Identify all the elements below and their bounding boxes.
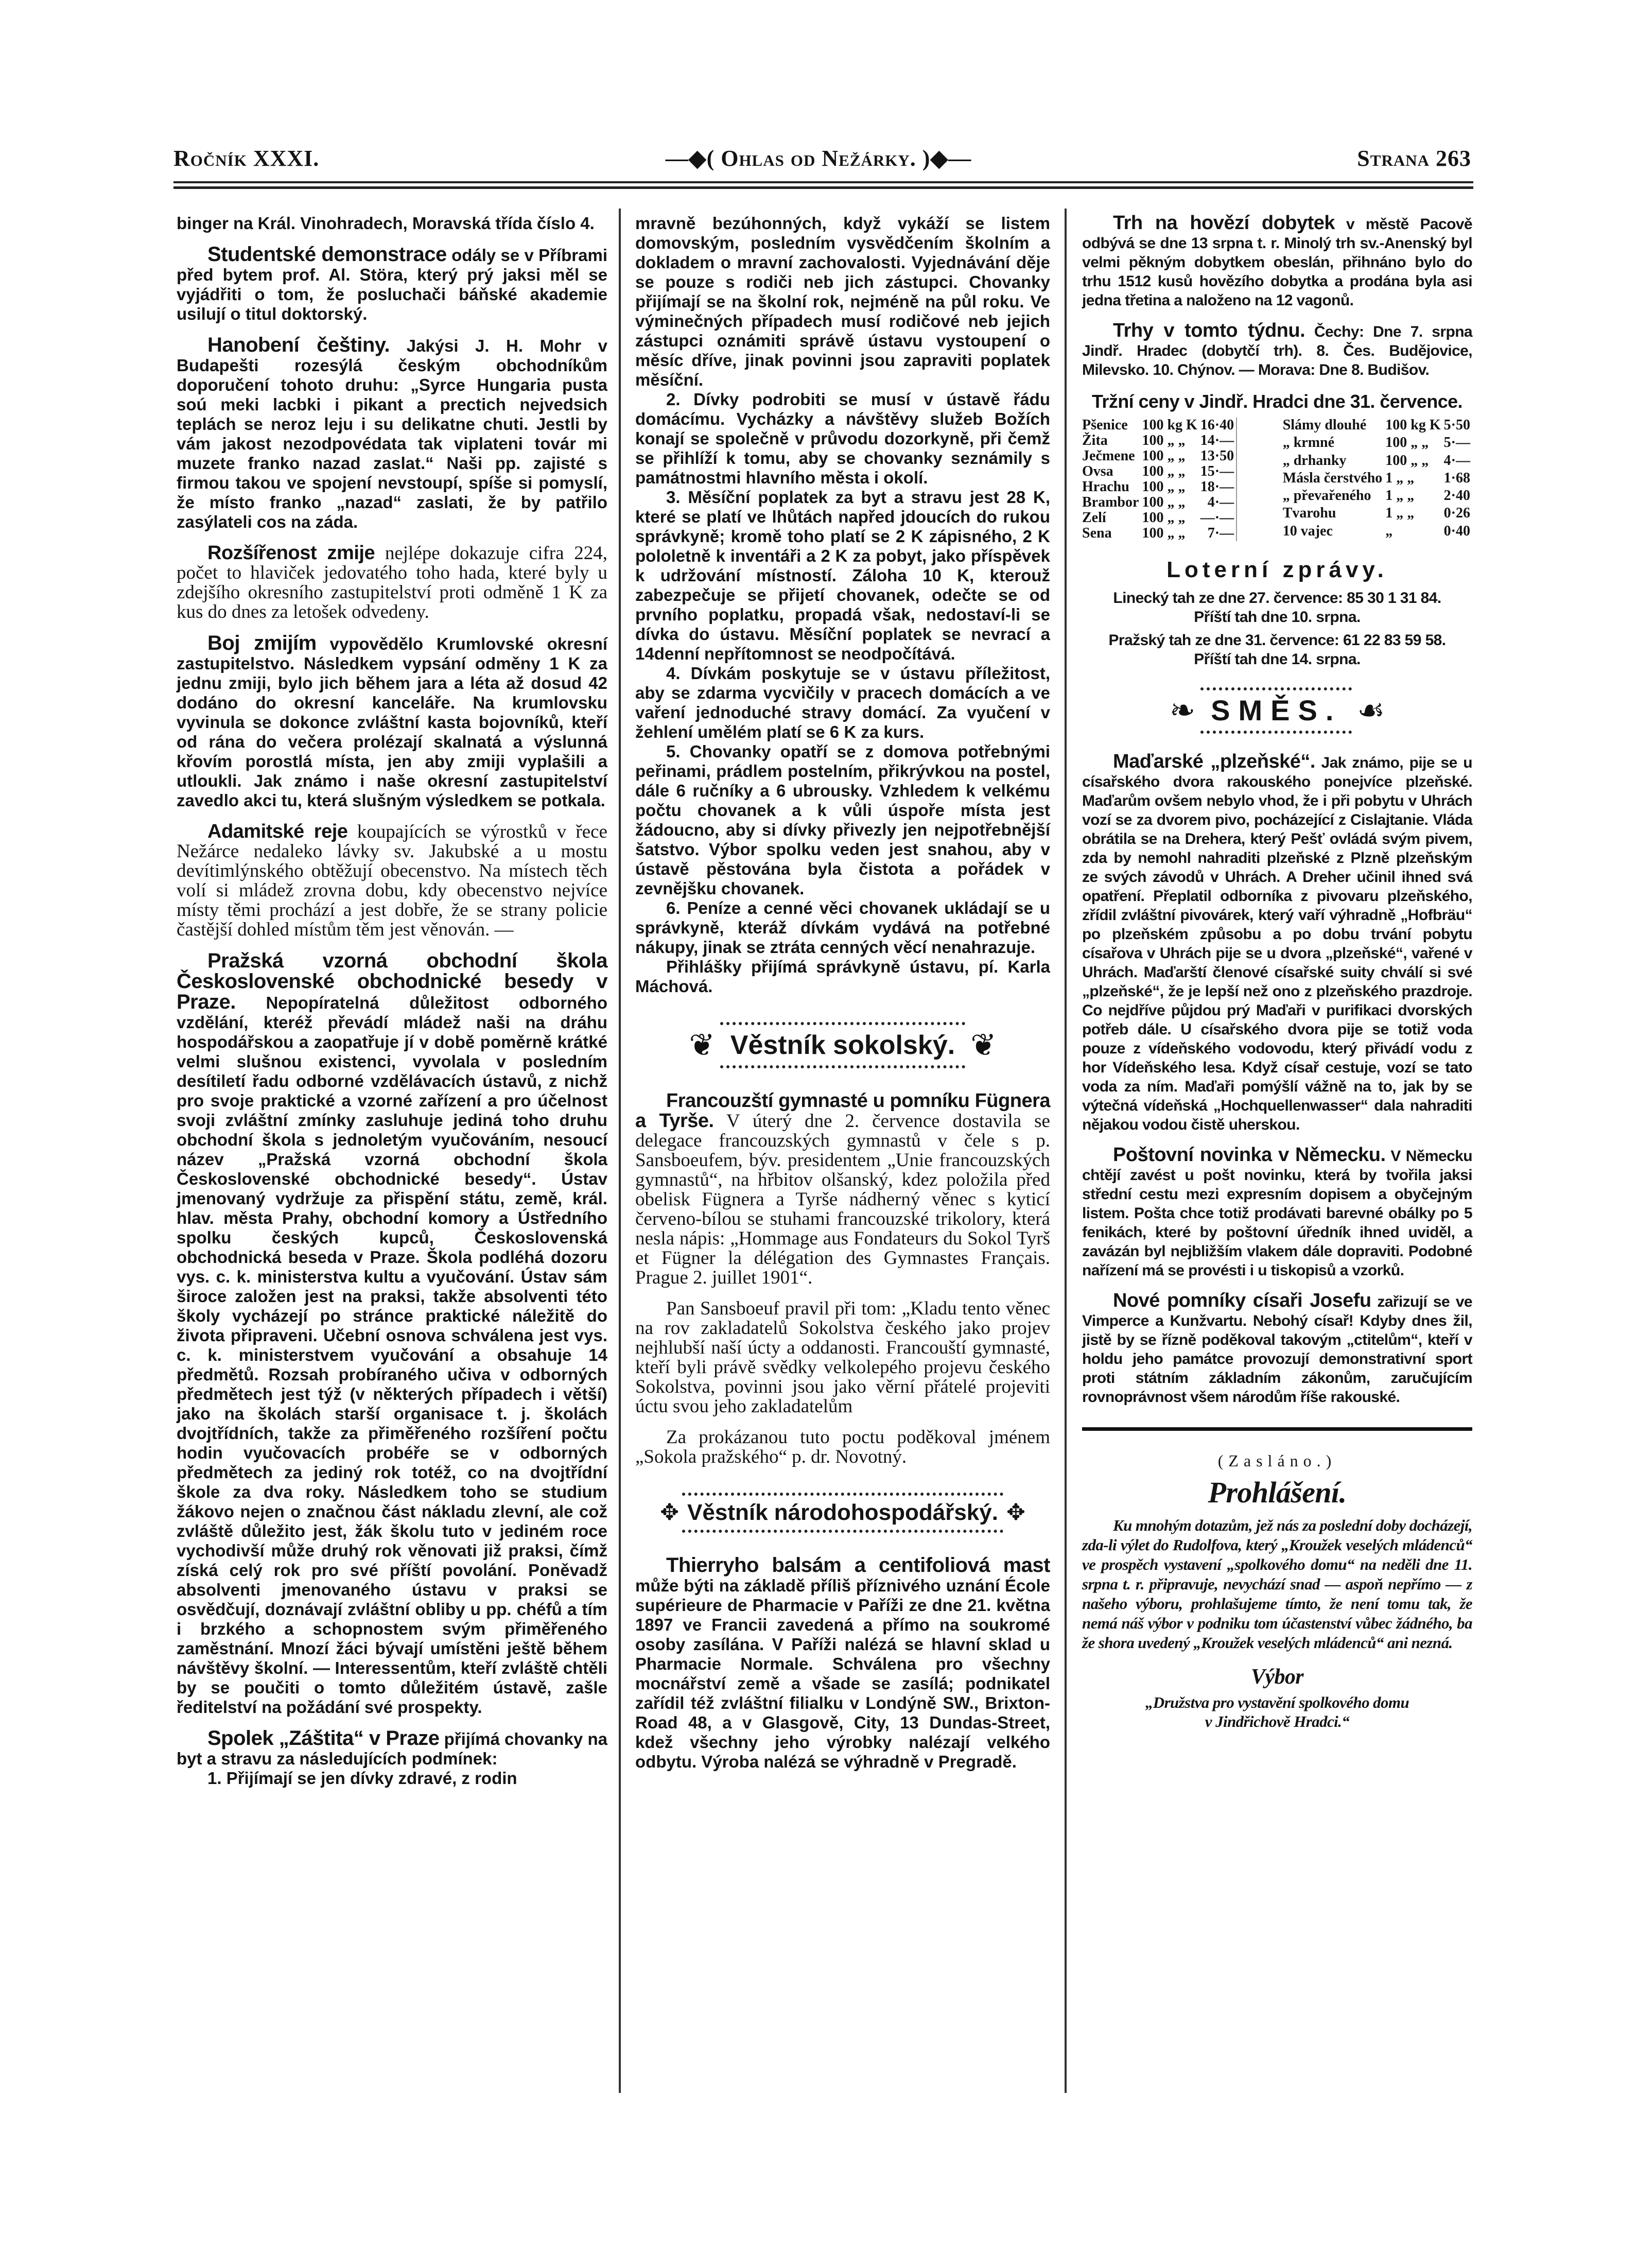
article-cattle-market	[1082, 214, 1472, 310]
price-item: Žita	[1082, 432, 1108, 448]
article-viper-fight	[177, 633, 607, 810]
price-item: „ drhanky	[1282, 452, 1347, 469]
declaration-body: ve prospěch vystavení „spolkového domu“ na neděli dne 11. srpna t. r. připravuje, nevychází snad — aspoň nepřímo — z našeho výboru, prohlašujeme tímto, že není tomu tak, že nemá náš výbor v podniku tom účastenství vůbec žádného, ba že shora uvedený „Kroužek veselých mládenců“ ani nezná.	[1082, 1555, 1472, 1652]
declaration-body: Ku mnohým dotazům, jež nás za poslední doby docházejí, zda-li výlet do Rudolfova, který	[1082, 1516, 1472, 1554]
article-body: Jakýsi J. H. Mohr v Budapešti rozesýlá českým obchodníkům doporučení tohoto druhu: „Syrce Hungaria pusta soú meki lacbki i pikant a prectich nejvedsich teplách se neroz leju i su delikatne chuti. Jestli by vám jakost nezodpovédata tak viplateni továr mi muzete franko nazad zaslat.“ Naši pp. zajisté s firmou takou ve spojení nevstoupí, spíše si pomyslí, že místo franko „nazad“ zaslati, že by patřilo zasýlateli cos na záda.	[177, 336, 607, 531]
zastita-applications: Přihlášky přijímá správkyně ústavu, pí. Karla Máchová.	[635, 957, 1050, 996]
price-value: 15·—	[1200, 463, 1234, 479]
article-sansboeuf-speech: Pan Sansboeuf pravil při tom: „Kladu tento věnec na rov zakladatelů Sokolstva českého jako projev nejhlubší naší úcty a oddanosti. Francouští gymnasté, kteří byli právě svědky velkolepého projevu českého Sokolstva, povinni jsou jako věrní přátelé projeviti úctu svou jeho zakladatelům	[635, 1298, 1050, 1417]
price-row	[1082, 433, 1237, 448]
lottery-linz: Linecký tah ze dne 27. července: 85 30 1 31 84.	[1113, 590, 1441, 607]
price-item: Tvarohu	[1282, 505, 1336, 522]
article-headline: Studentské demonstrace	[207, 243, 447, 266]
price-row	[1082, 479, 1237, 495]
price-value: 0·26	[1443, 505, 1470, 522]
article-thanks: Za prokázanou tuto poctu poděkoval jménem „Sokola pražského“ p. dr. Novotný.	[635, 1427, 1050, 1467]
article-hungarian-pilsner	[1082, 752, 1472, 1134]
ornament-icon: ✥	[1006, 1500, 1025, 1525]
price-row	[1278, 418, 1472, 435]
price-row	[1082, 526, 1237, 541]
price-value: 14·—	[1200, 432, 1234, 448]
article-body: binger na Král. Vinohradech, Moravská třída číslo 4.	[177, 214, 595, 233]
ornament-icon: ✥	[660, 1500, 680, 1525]
price-unit: 100 kg K	[1142, 417, 1197, 433]
price-value: 0·40	[1443, 523, 1470, 539]
article-headline: Nové pomníky císaři Josefu	[1113, 1290, 1371, 1311]
declaration-org-line-2: v Jindřichově Hradci.“	[1205, 1712, 1350, 1730]
price-value: 1·68	[1443, 470, 1470, 486]
price-item: Slámy dlouhé	[1282, 417, 1367, 433]
article-body: nejlépe dokazuje cifra 224, počet to hlaviček jedovatého toho hada, které byly u zdejšího okresního zastupitelství proti odměně 1 K za kus do dnes za letošek odvedeny.	[177, 543, 608, 622]
price-item: Másla čerstvého	[1282, 470, 1383, 486]
article-headline: Trhy v tomto týdnu.	[1113, 320, 1305, 341]
ornament-icon: ❦	[970, 1028, 997, 1062]
article-thierry-balsam	[635, 1555, 1050, 1772]
header-rule-bottom	[173, 186, 1473, 189]
section-banner-sokol	[635, 1022, 1050, 1068]
declaration-emphasis: „Kroužek veselých mládenců“	[1281, 1536, 1473, 1554]
section-banner-miscellany	[1082, 687, 1472, 734]
price-row	[1082, 418, 1237, 433]
price-value: 2·40	[1443, 488, 1470, 504]
section-title: SMĚS.	[1200, 687, 1352, 734]
price-unit: 100 „ „	[1142, 479, 1186, 495]
lottery-linz-next: Příští tah dne 10. srpna.	[1194, 609, 1361, 626]
article-body: 1. Přijímají se jen dívky zdravé, z rodin	[207, 1769, 517, 1788]
price-row	[1278, 453, 1472, 471]
article-headline: Boj zmijím	[207, 632, 317, 654]
price-unit: 1 „ „	[1385, 488, 1415, 504]
price-value: 16·40	[1200, 417, 1234, 433]
price-item: Ječmene	[1082, 448, 1135, 464]
price-unit: 1 „ „	[1385, 505, 1415, 522]
lottery-prague-next: Příští tah dne 14. srpna.	[1194, 651, 1361, 668]
article-headline: Thierryho balsám a centifoliová mast	[666, 1554, 1050, 1577]
price-value: —·—	[1200, 510, 1234, 526]
declaration-org-line-1: „Družstva pro vystavění spolkového domu	[1145, 1693, 1409, 1711]
article-body: Nepopíratelná důležitost odborného vzdělání, kteréž převádí mládež naši na dráhu hospodářskou a zaopatřuje jí v době poměrně krátké velmi slušnou existenci, vyvolala v posledním desítiletí řadu odborné vzdělávacích ústavů, z nichž pro svoje praktické a vzorné zařízení a pro účelnost svoji zvláštní zmínky zasluhuje jediná toho druhu obchodní škola s jednoletým vyučováním, nesoucí název „Pražská vzorná obchodní škola Československé obchodnické besedy“. Ústav jmenovaný vydržuje za přispění státu, země, král. hlav. města Prahy, obchodní komory a Ústředního spolku českých kupců, Československá obchodnická beseda v Praze. Škola podléhá dozoru vys. c. k. ministerstva kultu a vyučování. Ústav sám široce založen jest na praksi, takže absolventi této školy vycházejí po stránce praktické náležitě do života připraveni. Učební osnova schválena jest vys. c. k. ministerstvem vyučování a obsahuje 14 předmětů. Rozsah probíraného učiva v odborných předmětech jest týž (v některých případech i větší) jako na školách starší organisace t. j. školách dvojtřídních, takže za přiměřeného rozšíření počtu hodin vyučovacích probéře se v odborných předmětech za jediný rok totéž, co na dvojtřídní škole za dva roky. Následkem toho se studium žákovo nejen o značnou část nákladu zlevní, ale což zvláště důležito jest, žák školu tuto v jediném roce vychodivší může druhý rok věnovati již praksi, čímž získá celý rok pro své příští povolání. Poněvadž absolventi jmenovaného ústavu v praksi se osvědčují, doznávají zvláštní obliby u pp. chéfů a tím i brzkého a schopnostem svým přiměřeného zaměstnání. Mnozí žáci bývají umístěni ještě během návštěvy školní. — Interessentům, kteří zvláště chtěli by se poučiti o tomto důležitém ústavě, zašle ředitelství na požádání své prospekty.	[177, 993, 607, 1717]
price-item: Zelí	[1082, 510, 1106, 526]
price-unit: 100 „ „	[1142, 494, 1186, 510]
article-headline: Maďarské „plzeňské“.	[1113, 751, 1315, 772]
ornament-icon: ❧	[1169, 693, 1196, 728]
declaration-text	[1082, 1516, 1472, 1653]
price-value: 13·50	[1200, 448, 1234, 464]
price-item: „ převařeného	[1282, 488, 1371, 504]
price-value: 4·—	[1207, 494, 1234, 510]
price-unit: „	[1385, 523, 1393, 539]
price-value: 18·—	[1200, 479, 1234, 495]
price-row	[1278, 506, 1472, 523]
price-unit: 100 kg K	[1385, 417, 1441, 433]
article-bathers	[177, 822, 607, 940]
section-divider	[1082, 1427, 1472, 1431]
market-prices-table-right	[1278, 418, 1472, 541]
ornament-icon: ❦	[689, 1028, 715, 1062]
article-postal-novelty	[1082, 1146, 1472, 1280]
article-headline: Poštovní novinka v Německu.	[1113, 1144, 1386, 1166]
article-joseph-monuments	[1082, 1291, 1472, 1407]
price-value: 7·—	[1207, 525, 1234, 541]
column-divider	[619, 209, 621, 2093]
price-item: „ krmné	[1282, 435, 1335, 451]
article-body: Jak známo, pije se u císařského dvora rakouského ponejvíce plzeňské. Maďarům ovšem nebylo vhod, že i při pobytu v Uhrách vozí se za dvorem pivo, pocházející z Cislajtanie. Vláda obrátila se na Drehera, který Pešť ovládá svým pivem, zda by nemohl nahraditi plzeňské z Plzně plzeňským ze svých závodů v Uhrách. A Dreher učinil ihned svá opatření. Přeplatil odborníka z pivovaru plzeňského, zřídil zvláštní pivovárek, který vaří výhradně „Hofbräu“ po plzeňském způsobu a po dobu trvání pobytu císařova v Uhrách pije se u dvora „plzeňské“, vařené v Uhrách. Maďarští členové císařské suity chválí si své „plzeňské“, že je lepší než ono z plzeňského prazdroje. Co nejdříve půjdou prý Maďaři v purifikaci dvorských potřeb dále. U císařského dvora pije se totiž voda pouze z vídeňského vodovodu, který přivádí vodu z hor Vídeňského lesa. Když císař cestuje, vozí se tato voda za ním. Maďaři pomýšlí vážně na to, jak by se výtečná vídeňská „Hochquellenwasser“ dala nahraditi nějakou vodou čistě uherskou.	[1082, 754, 1472, 1133]
column-2	[635, 214, 1050, 1783]
section-title: Věstník sokolský.	[720, 1022, 965, 1068]
zastita-condition-2: 2. Dívky podrobiti se musí v ústavě řádu domácímu. Vycházky a návštěvy služeb Božích konají se společně v průvodu dozorkyně, při čemž se přihlíží k tomu, aby se chovanky seznámily s památnostmi hlavního města i okolí.	[635, 390, 1050, 487]
price-unit: 1 „ „	[1385, 470, 1415, 486]
column-divider	[1065, 209, 1067, 2093]
price-value: 5·50	[1443, 417, 1470, 433]
article-body: odály se v Příbrami před bytem prof. Al. Störa, který prý jaksi měl se vyjádřiti o tom, že posluchači báňské akademie usilují o titul doktorský.	[177, 246, 608, 323]
article-body: zařizují se ve Vimperce a Kunžvartu. Nebohý císař! Kdyby dnes žil, jistě by se řízně poděkoval takovým „ctitelům“, kteří v holdu jeho památce provozují demonstrativní sport proti státním základním zákonům, zaručujícím rovnoprávnost všem národům říše rakouské.	[1082, 1293, 1472, 1406]
market-prices-title: Tržní ceny v Jindř. Hradci dne 31. července.	[1092, 391, 1462, 412]
price-value: 4·—	[1443, 452, 1470, 469]
price-unit: 100 „ „	[1385, 435, 1429, 451]
article-markets-this-week	[1082, 321, 1472, 379]
price-row	[1278, 524, 1472, 541]
zastita-condition-1-end: mravně bezúhonných, když vykáží se listem domovským, posledním vysvědčením školním a dokladem o mravní zachovalosti. Vyjednávání děje se pouze s rodiči neb jich zástupci. Chovanky přijímají se na školní rok, nejméně na půl roku. Ve výminečných případech musí rodičové neb jejich zástupci oznámiti správě ústavu vystoupení o měsíc dříve, jinak povinni jsou zapraviti poplatek měsíční.	[635, 214, 1050, 389]
sent-in-label: (Zasláno.)	[1217, 1451, 1337, 1470]
lottery-prague: Pražský tah ze dne 31. července: 61 22 83 59 58.	[1108, 632, 1446, 649]
article-headline: Hanobení češtiny.	[207, 334, 390, 356]
price-row	[1082, 464, 1237, 479]
market-prices	[1082, 418, 1472, 541]
price-row	[1082, 495, 1237, 510]
volume-label: Ročník XXXI.	[173, 146, 320, 171]
price-item: Pšenice	[1082, 417, 1128, 433]
zastita-condition-3: 3. Měsíční poplatek za byt a stravu jest 28 K, které se platí ve lhůtách napřed jdoucích do rukou správkyně; kromě toho platí se 2 K zápisného, 2 K pololetně k inventáři a 2 K za pobyt, jako příspěvek k udržování místností. Záloha 10 K, kterouž zabezpečuje se přijetí chovanek, odečte se od prvního poplatku, propadá však, nedostaví-li se dívka do ústavu. Měsíční poplatek se nevrací a 14denní nepřítomnost se neodpočítává.	[635, 488, 1050, 663]
header-rule-top	[173, 181, 1473, 183]
lottery-title: Loterní zprávy.	[1166, 557, 1388, 582]
section-banner-economy	[635, 1493, 1050, 1533]
article-headline: Pražská vzorná obchodní škola Československé obchodnické besedy v Praze.	[177, 949, 607, 1013]
price-item: 10 vajec	[1282, 523, 1333, 539]
article-body: přijímá chovanky na byt a stravu za následujících podmínek:	[177, 1729, 607, 1768]
price-item: Brambor	[1082, 494, 1139, 510]
declaration-title: Prohlášení.	[1208, 1476, 1347, 1509]
article-student-demonstrations	[177, 245, 607, 324]
price-row	[1278, 488, 1472, 506]
zastita-condition-5: 5. Chovanky opatří se z domova potřebnými peřinami, prádlem postelním, přikrývkou na postel, dále 6 ručníky a 6 ubrousky. Vzhledem k velkému počtu chovanek a k vůli úspoře místa jest žádoucno, aby si dívky přivezly jen nejpotřebnější šatstvo. Výbor spolku veden jest snahou, aby v ústavě pěstována byla čistota a pořádek v zevnějšku chovanek.	[635, 742, 1050, 898]
article-body: koupajících se výrostků v řece Nežárce nedaleko lávky sv. Jakubské a u mostu devítimlýnského obtěžují obecenstvo. Na místech těch volí si mládež zrovna dobu, kdy obecenstvo nejvíce místy těmi prochází a jest dobře, že se strany policie častější dohled místům těm jest věnován. —	[177, 821, 607, 940]
article-body: V úterý dne 2. července dostavila se delegace francouzských gymnastů v čele s p. Sansboeufem, býv. presidentem „Unie francouzských gymnastů“, na hřbitov olšanský, kdez položila před obelisk Fügnera a Tyrše nádherný věnec s kyticí červeno-bílou se stuhami francouzské trikolory, která nesla nápis: „Hommage aus Fondateurs du Sokol Tyrš et Fügner la délégation des Gymnastes Français. Prague 2. juillet 1901“.	[635, 1111, 1050, 1288]
declaration-signature: Výbor	[1250, 1665, 1303, 1689]
price-item: Ovsa	[1082, 463, 1113, 479]
price-row	[1278, 435, 1472, 453]
article-zastita	[177, 1728, 607, 1769]
price-unit: 100 „ „	[1142, 510, 1186, 526]
price-row	[1278, 471, 1472, 488]
page-number: Strana 263	[1357, 146, 1471, 171]
article-french-gymnasts	[635, 1091, 1050, 1288]
market-prices-table-left	[1082, 418, 1237, 541]
article-headline: Trh na hovězí dobytek	[1113, 212, 1335, 234]
newspaper-title: —◆( Ohlas od Nežárky. )◆—	[665, 146, 972, 171]
price-item: Hrachu	[1082, 479, 1129, 495]
zastita-condition-4: 4. Dívkám poskytuje se v ústavu příležitost, aby se zdarma vycvičily v pracech domácích a ve vaření jednoduché stravy domácí. Za vyučení v žehlení umělém platí se 6 K za kurs.	[635, 664, 1050, 741]
article-body: Čechy: Dne 7. srpna Jindř. Hradec (dobytčí trh). 8. Čes. Budějovice, Milevsko. 10. Chýnov. — Morava: Dne 8. Budišov.	[1082, 323, 1473, 378]
price-unit: 100 „ „	[1142, 448, 1186, 464]
article-headline: Spolek „Záštita“ v Praze	[207, 1727, 440, 1750]
article-continuation	[177, 214, 607, 233]
section-title: Věstník národohospodářský.	[682, 1493, 1003, 1533]
column-3	[1082, 214, 1472, 1742]
price-row	[1082, 448, 1237, 464]
article-business-school	[177, 951, 607, 1717]
price-unit: 100 „ „	[1142, 463, 1186, 479]
price-value: 5·—	[1443, 435, 1470, 451]
article-body: V Německu chtějí zavést u pošt novinku, která by tvořila jaksi střední cestu mezi expresním dopisem a obyčejným listem. Pošta chce totiž prodávati barevné obálky po 5 fenikách, které by poštovní úředník ihned uviděl, a zavázán byl nejbližším vlakem dále dopraviti. Podobné nařízení má se provésti i u tiskopisů a vzorků.	[1082, 1148, 1472, 1279]
price-unit: 100 „ „	[1142, 525, 1186, 541]
article-body: v městě Pacově odbývá se dne 13 srpna t. r. Minolý trh sv.-Anenský byl velmi pěkným dobytkem obeslán, přihnáno bylo do trhu 1512 kusů hovězího dobytka a prodána byla asi jedna třetina a naloženo na 12 vagonů.	[1082, 216, 1472, 309]
price-unit: 100 „ „	[1385, 452, 1429, 469]
article-headline: Francouzští gymnasté u pomníku Fügnera a Tyrše.	[635, 1090, 1050, 1132]
price-unit: 100 „ „	[1142, 432, 1186, 448]
price-row	[1082, 510, 1237, 526]
zastita-condition-6: 6. Peníze a cenné věci chovanek ukládají se u správkyně, kteráž dívkám vydává na potřebné nákupy, jinak se ztráta cenných věcí nenahrazuje.	[635, 898, 1050, 957]
price-item: Sena	[1082, 525, 1112, 541]
article-czech-insult	[177, 335, 607, 532]
article-body: může býti na základě příliš příznivého uznání École supérieure de Pharmacie v Paříži ze dne 21. května 1897 ve Francii zavedená a přímo na soukromé osoby zasílána. V Paříži nalézá se hlavní sklad u Pharmacie Normale. Schválena pro všechny mocnářství země a všade se zasílá; podnikatel zařídil též zvláštní filialku v Londýně SW., Brixton-Road 48, a v Glasgově, City, 13 Dundas-Street, kdež všechny jeho výrobky nalézají velkého odbytu. Výroba nalézá se výhradně v Pregradě.	[635, 1576, 1050, 1771]
article-headline: Rozšířenost zmije	[207, 542, 375, 564]
article-body: vypovědělo Krumlovské okresní zastupitelstvo. Následkem vypsání odměny 1 K za jednu zmiji, bylo jich během jara a léta až dosud 42 dodáno do okresní kanceláře. Na krumlovsku vyvinula se dokonce zvláštní kasta bojovníků, kteří od rána do večera prolézají skalnatá a výslunná křovím porostlá místa, jen aby zmiji vyplašili a utloukli. Jak známo i naše okresní zastupitelství zavedlo akci tu, která slušným výsledkem se potkala.	[177, 634, 607, 810]
ornament-icon: ☙	[1357, 693, 1385, 728]
article-vipers	[177, 543, 607, 622]
column-1	[177, 214, 607, 1799]
zastita-condition-1-start	[177, 1769, 607, 1788]
article-headline: Adamitské reje	[207, 821, 348, 842]
